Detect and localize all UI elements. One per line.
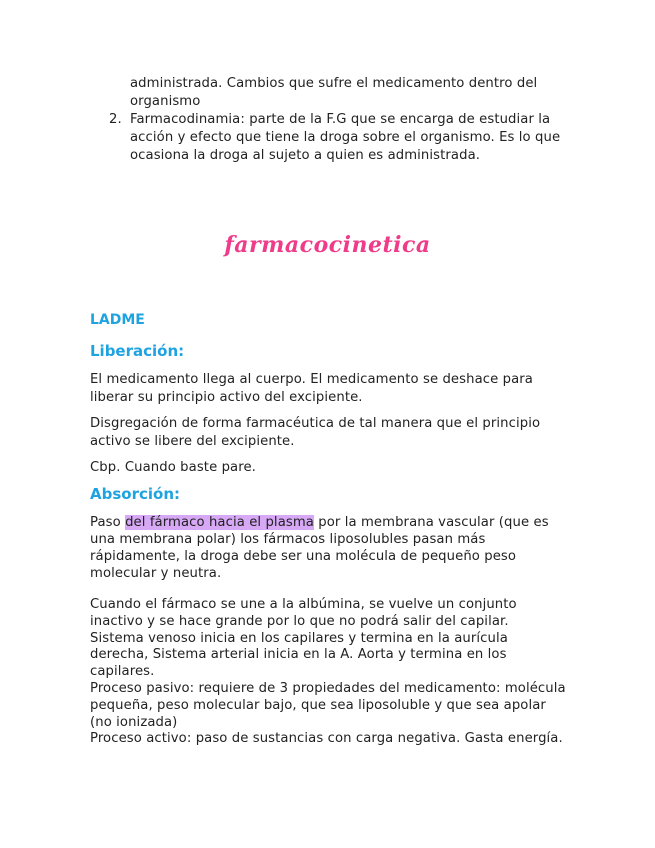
absorcion-notes bbox=[90, 597, 568, 748]
absorcion-text-rest: por la membrana vascular (que es una membrana polar) los fármacos liposolubles pasan más rápidamente, la droga debe ser una molécula de pequeño peso molecular y neutra. bbox=[90, 515, 549, 581]
absorcion-paragraph-1 bbox=[90, 514, 568, 582]
liberacion-paragraph-2: Disgregación de forma farmacéutica de tal manera que el principio activo se libere del excipiente. bbox=[90, 416, 541, 449]
ladme-heading: LADME bbox=[90, 312, 145, 328]
list-number: 2. bbox=[109, 112, 122, 127]
absorcion-line: Proceso activo: paso de sustancias con carga negativa. Gasta energía. bbox=[90, 731, 563, 747]
list-item-text: Farmacodinamia: parte de la F.G que se encarga de estudiar la acción y efecto que tiene la droga sobre el organismo. Es lo que ocasiona la droga al sujeto a quien es administrada. bbox=[130, 112, 561, 163]
absorcion-text-start: Paso bbox=[90, 515, 126, 530]
list-item bbox=[90, 75, 568, 111]
list-item-text: administrada. Cambios que sufre el medicamento dentro del organismo bbox=[130, 76, 538, 109]
absorcion-line: Proceso pasivo: requiere de 3 propiedades del medicamento: molécula pequeña, peso molecular bajo, que sea liposoluble y que sea apolar (no ionizada) bbox=[90, 680, 566, 730]
absorcion-line: Sistema venoso inicia en los capilares y termina en la aurícula derecha, Sistema arterial inicia en la A. Aorta y termina en los capilares. bbox=[90, 630, 508, 680]
section-title: farmacocinetica bbox=[224, 232, 431, 258]
liberacion-paragraph-3: Cbp. Cuando baste pare. bbox=[90, 460, 256, 475]
liberacion-paragraph-1: El medicamento llega al cuerpo. El medicamento se deshace para liberar su principio activo del excipiente. bbox=[90, 372, 533, 405]
liberacion-heading: Liberación: bbox=[90, 342, 185, 360]
intro-list bbox=[90, 75, 568, 165]
absorcion-heading: Absorción: bbox=[90, 485, 180, 503]
absorcion-line: Cuando el fármaco se une a la albúmina, se vuelve un conjunto inactivo y se hace grande por lo que no podrá salir del capilar. bbox=[90, 597, 517, 629]
list-item bbox=[90, 111, 568, 165]
highlighted-text: del fármaco hacia el plasma bbox=[125, 515, 314, 530]
